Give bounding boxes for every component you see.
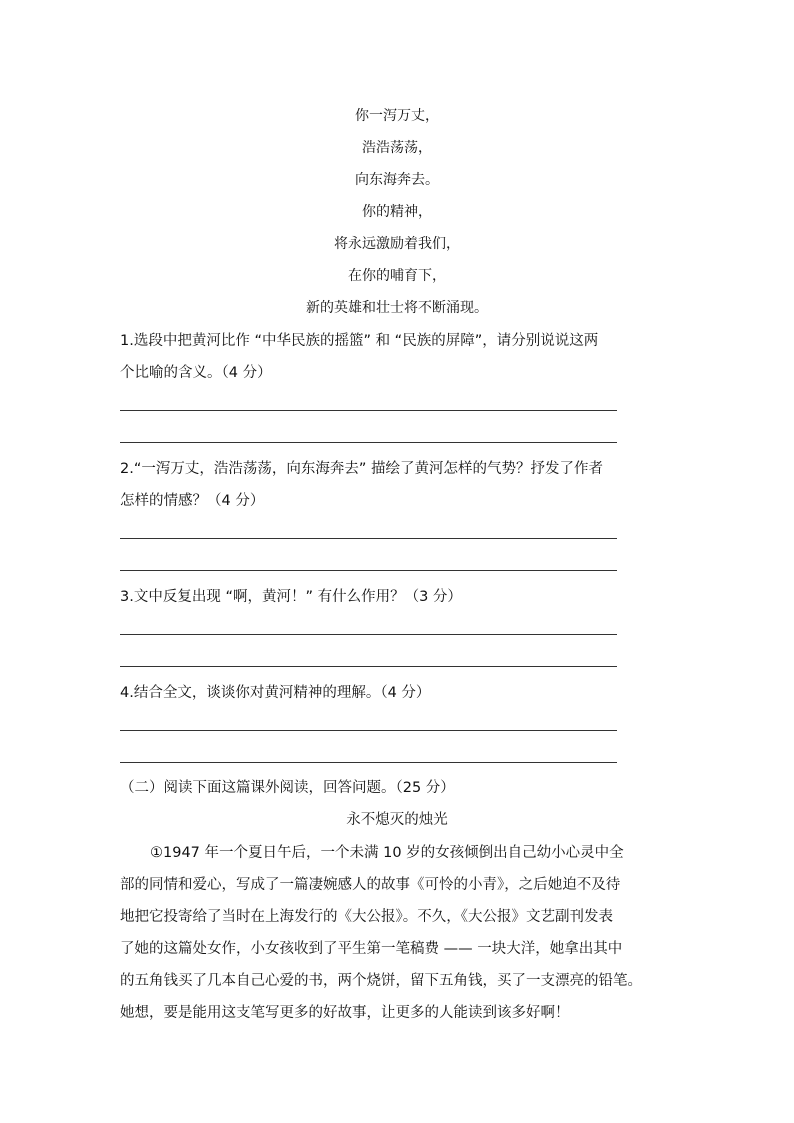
answer-line[interactable] [120, 442, 617, 443]
poem-line: 在你的哺育下， [348, 268, 446, 284]
question-3-line-1: 3.文中反复出现 “啊，黄河！” 有什么作用？（3 分） [120, 589, 462, 605]
answer-line[interactable] [120, 634, 617, 635]
poem-line: 你一泻万丈， [355, 108, 439, 124]
question-4-line-1: 4.结合全文，谈谈你对黄河精神的理解。（4 分） [120, 685, 431, 701]
section-heading: （二）阅读下面这篇课外阅读，回答问题。（25 分） [120, 780, 455, 796]
article-title: 永不熄灭的烛光 [346, 812, 448, 828]
answer-line[interactable] [120, 410, 617, 411]
article-paragraph-line: 了她的这篇处女作，小女孩收到了平生第一笔稿费 —— 一块大洋，她拿出其中 [120, 941, 623, 957]
article-paragraph-line: 的五角钱买了几本自己心爱的书，两个烧饼，留下五角钱，买了一支漂亮的铅笔。 [120, 973, 642, 989]
answer-line[interactable] [120, 666, 617, 667]
article-paragraph-line: 她想，要是能用这支笔写更多的好故事，让更多的人能读到该多好啊！ [120, 1005, 570, 1021]
article-paragraph-line: ①1947 年一个夏日午后，一个未满 10 岁的女孩倾倒出自己幼小心灵中全 [150, 845, 624, 861]
question-1-line-1: 1.选段中把黄河比作 “中华民族的摇篮” 和 “民族的屏障”，请分别说说这两 [120, 333, 599, 349]
article-paragraph-line: 部的同情和爱心，写成了一篇凄婉感人的故事《可怜的小青》，之后她迫不及待 [120, 877, 621, 893]
question-2-line-1: 2.“一泻万丈，浩浩荡荡，向东海奔去” 描绘了黄河怎样的气势？抒发了作者 [120, 461, 603, 477]
answer-line[interactable] [120, 762, 617, 763]
answer-line[interactable] [120, 570, 617, 571]
answer-line[interactable] [120, 730, 617, 731]
question-1-line-2: 个比喻的含义。（4 分） [120, 365, 272, 381]
answer-line[interactable] [120, 538, 617, 539]
poem-line: 你的精神， [362, 204, 432, 220]
article-paragraph-line: 地把它投寄给了当时在上海发行的《大公报》。不久，《大公报》文艺副刊发表 [120, 909, 613, 925]
poem-line: 将永远激励着我们， [334, 236, 460, 252]
poem-line: 浩浩荡荡， [362, 140, 432, 156]
poem-line: 向东海奔去。 [355, 172, 439, 188]
question-2-line-2: 怎样的情感？（4 分） [120, 493, 265, 509]
poem-line: 新的英雄和壮士将不断涌现。 [306, 300, 488, 316]
